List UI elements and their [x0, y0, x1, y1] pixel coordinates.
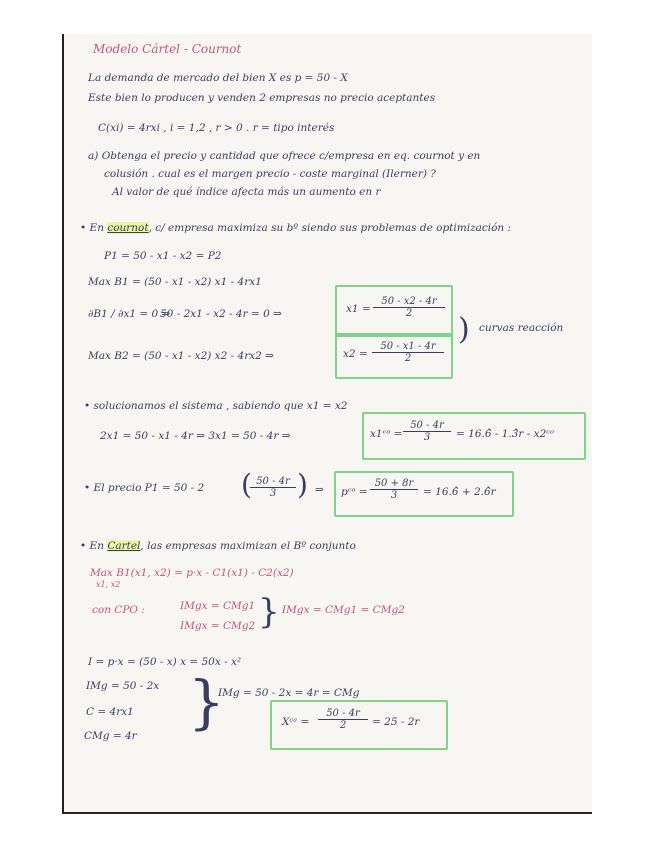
intro-produce: Este bien lo producen y venden 2 empresas no precio aceptantes [88, 92, 436, 104]
final-brace: } [188, 668, 225, 736]
cournot-foc: 50 - 2x1 - x2 - 4r = 0 ⇒ [160, 308, 282, 320]
x-cartel-result: = 25 - 2r [372, 716, 420, 728]
page-title: Modelo Cártel - Cournot [93, 42, 242, 56]
question-line-2: colusión . cual es el margen precio - coste marginal (Ilerner) ? [104, 168, 436, 180]
price-inner-numerator: 50 - 4r [250, 476, 296, 488]
price-cournot-fraction [370, 478, 418, 501]
x-cartel-numerator: 50 - 4r [318, 708, 368, 720]
price-paren-open: ( [241, 468, 252, 501]
x-cartel-fraction [318, 708, 368, 731]
x2-fraction [372, 341, 444, 364]
cartel-heading [80, 540, 356, 552]
cournot-heading-rest: , c/ empresa maximiza su bº siendo sus problemas de optimización : [148, 222, 512, 234]
cartel-highlight: Cartel [107, 540, 141, 552]
cournot-derivative: ∂B1 / ∂x1 = 0 ⇒ [88, 308, 171, 320]
price-inner-denominator: 3 [269, 488, 277, 499]
cartel-heading-prefix: • En [80, 540, 104, 552]
cournot-price-equation: P1 = 50 - x1 - x2 = P2 [104, 250, 222, 262]
x1-denominator: 2 [405, 308, 413, 319]
system-heading: • solucionamos el sistema , sabiendo que x1 = x2 [84, 400, 348, 412]
cartel-cpo-result: IMgx = CMg1 = CMg2 [282, 604, 405, 616]
cmg-equation: CMg = 4r [84, 730, 137, 742]
x1-cournot-denominator: 3 [423, 432, 431, 443]
cartel-cpo-label: con CPO : [92, 604, 145, 616]
x1-lhs: x1 = [346, 303, 371, 315]
question-line-3: Al valor de qué índice afecta más un aumento en r [112, 186, 381, 198]
system-equation: 2x1 = 50 - x1 - 4r ⇒ 3x1 = 50 - 4r ⇒ [100, 430, 291, 442]
price-cournot-denominator: 3 [390, 490, 398, 501]
x1-cournot-fraction [403, 420, 451, 443]
income-equation: I = p·x = (50 - x) x = 50x - x² [88, 656, 242, 668]
price-arrow: ⇒ [315, 484, 324, 496]
cournot-highlight: cournot [107, 222, 149, 234]
cartel-brace: } [258, 592, 280, 632]
price-cournot-lhs: pᶜᵒ = [341, 486, 368, 498]
x2-lhs: x2 = [343, 348, 368, 360]
cartel-heading-rest: , las empresas maximizan el Bº conjunto [140, 540, 356, 552]
price-inner-fraction [250, 476, 296, 499]
price-cournot-numerator: 50 + 8r [370, 478, 418, 490]
cournot-max-b2: Max B2 = (50 - x1 - x2) x2 - 4rx2 ⇒ [88, 350, 274, 362]
x1-cournot-result: = 16.6̂ - 1.3̂r - x2ᶜᵒ [456, 428, 555, 440]
intro-cost: C(xi) = 4rxi , i = 1,2 , r > 0 . r = tipo interés [98, 122, 335, 134]
x-cartel-denominator: 2 [339, 720, 347, 731]
cost-equation: C = 4rx1 [86, 706, 134, 718]
img-equation: IMg = 50 - 2x [86, 680, 160, 692]
x2-numerator: 50 - x1 - 4r [372, 341, 444, 353]
cartel-cpo-1: IMgx = CMg1 [180, 600, 256, 612]
cournot-max-b1: Max B1 = (50 - x1 - x2) x1 - 4rx1 [88, 276, 262, 288]
cournot-heading-prefix: • En [80, 222, 104, 234]
curvas-reaccion-label: curvas reacción [479, 322, 564, 334]
cartel-max-subscript: x1, x2 [96, 580, 121, 589]
price-lhs: • El precio P1 = 50 - 2 [84, 482, 205, 494]
cournot-heading [80, 222, 511, 234]
price-cournot-result: = 16.6̂ + 2.6̂r [423, 486, 496, 498]
price-paren-close: ) [297, 468, 308, 501]
x1-numerator: 50 - x2 - 4r [373, 296, 445, 308]
question-line-1: a) Obtenga el precio y cantidad que ofrece c/empresa en eq. cournot y en [88, 150, 481, 162]
x1-cournot-numerator: 50 - 4r [403, 420, 451, 432]
x-cartel-lhs: Xᶜᵃ = [282, 716, 310, 728]
cartel-max-objective: Max B1(x1, x2) = p·x - C1(x1) - C2(x2) [90, 567, 294, 579]
cartel-cpo-2: IMgx = CMg2 [180, 620, 256, 632]
intro-demand: La demanda de mercado del bien X es p = 50 - X [88, 72, 348, 84]
x1-cournot-lhs: x1ᶜᵒ = [370, 428, 403, 440]
x2-denominator: 2 [404, 353, 412, 364]
x1-fraction [373, 296, 445, 319]
img-equals-cmg: IMg = 50 - 2x = 4r = CMg [218, 687, 360, 699]
reaction-brace: ) [458, 312, 470, 347]
